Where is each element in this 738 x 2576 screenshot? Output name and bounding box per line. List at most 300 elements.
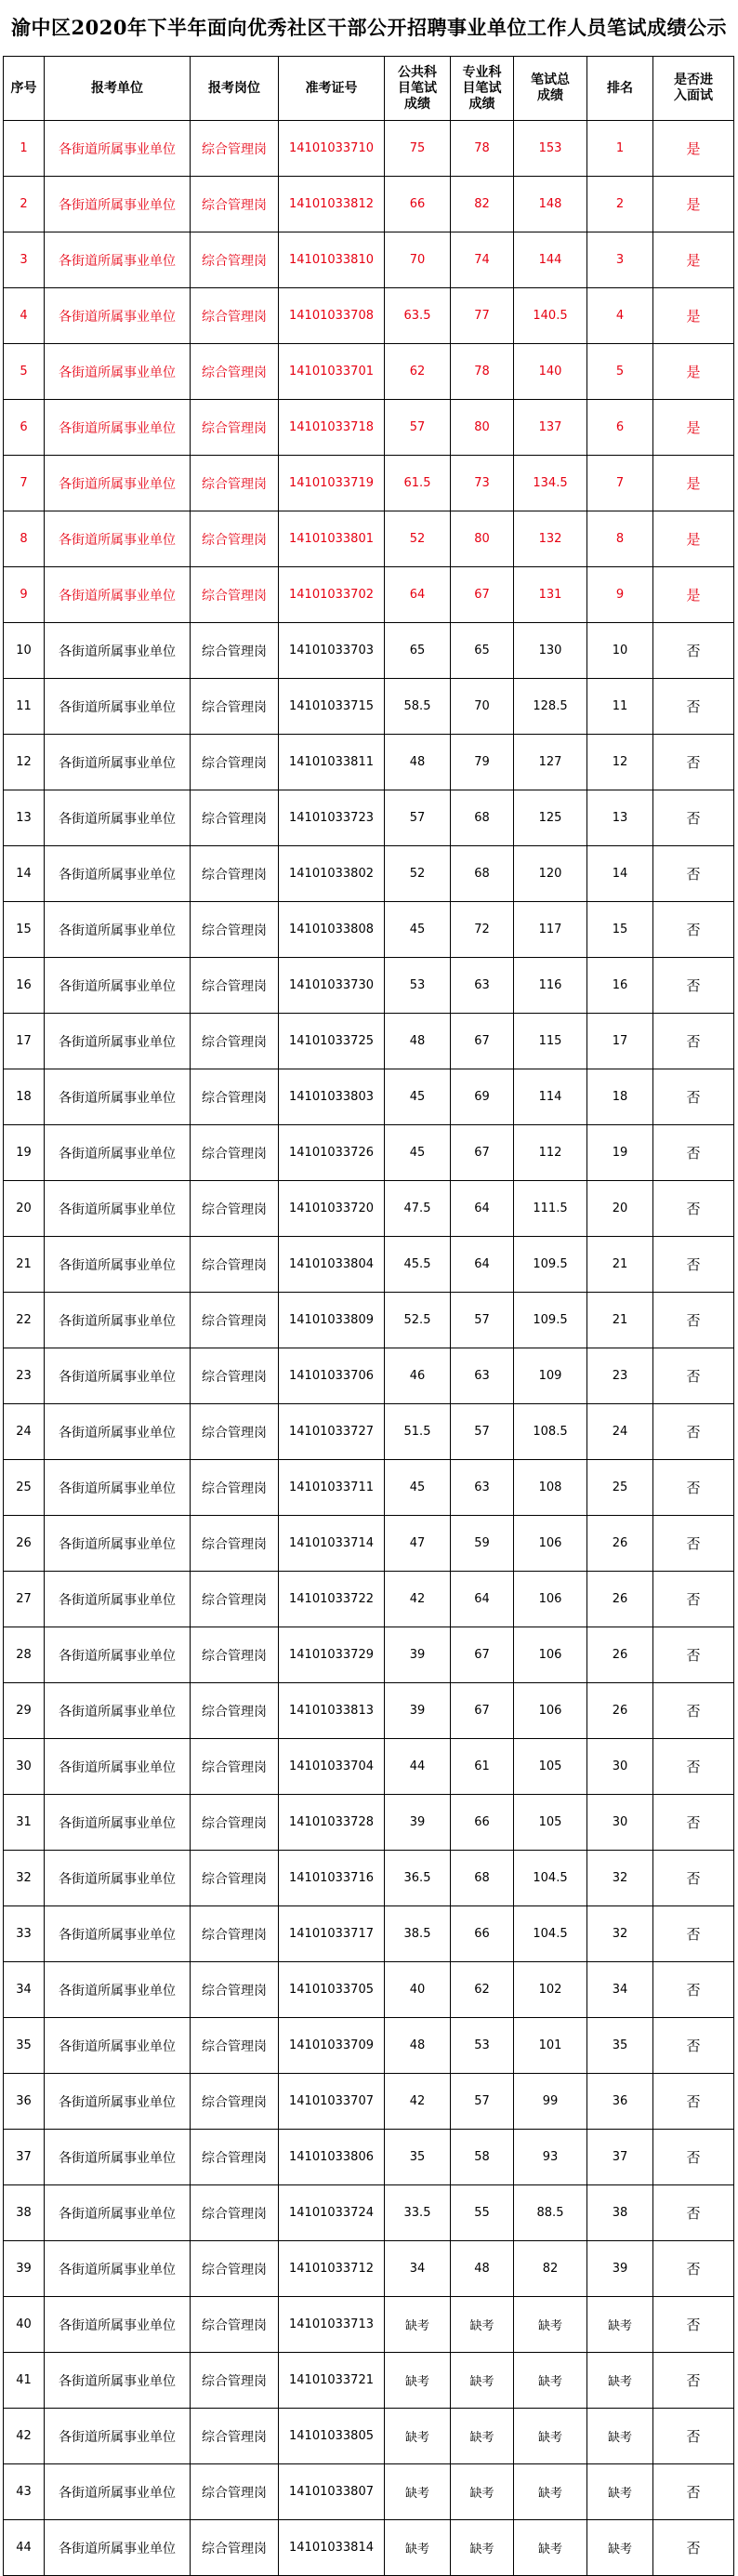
cell-unit: 各街道所属事业单位 — [45, 1795, 191, 1851]
cell-unit: 各街道所属事业单位 — [45, 1014, 191, 1069]
cell-position: 综合管理岗 — [191, 2297, 279, 2353]
cell-interview: 否 — [653, 1014, 734, 1069]
cell-total-score: 127 — [514, 735, 587, 790]
cell-interview: 否 — [653, 1348, 734, 1404]
cell-public-score: 39 — [385, 1683, 451, 1739]
cell-interview: 否 — [653, 2074, 734, 2130]
table-row — [4, 1962, 734, 2018]
cell-unit: 各街道所属事业单位 — [45, 288, 191, 344]
cell-total-score: 104.5 — [514, 1906, 587, 1962]
cell-public-score: 66 — [385, 177, 451, 232]
cell-rank: 16 — [587, 958, 653, 1014]
cell-position: 综合管理岗 — [191, 400, 279, 456]
cell-public-score: 38.5 — [385, 1906, 451, 1962]
cell-rank: 10 — [587, 623, 653, 679]
cell-rank: 26 — [587, 1516, 653, 1572]
cell-position: 综合管理岗 — [191, 1460, 279, 1516]
cell-position: 综合管理岗 — [191, 1906, 279, 1962]
cell-rank: 4 — [587, 288, 653, 344]
cell-interview: 否 — [653, 790, 734, 846]
cell-ticket: 14101033729 — [279, 1627, 385, 1683]
cell-interview: 否 — [653, 2018, 734, 2074]
cell-rank: 20 — [587, 1181, 653, 1237]
cell-total-score: 130 — [514, 623, 587, 679]
cell-ticket: 14101033723 — [279, 790, 385, 846]
cell-unit: 各街道所属事业单位 — [45, 623, 191, 679]
cell-public-score: 45 — [385, 1460, 451, 1516]
cell-ticket: 14101033804 — [279, 1237, 385, 1293]
cell-ticket: 14101033811 — [279, 735, 385, 790]
cell-public-score: 47.5 — [385, 1181, 451, 1237]
cell-seq: 38 — [4, 2185, 45, 2241]
cell-seq: 31 — [4, 1795, 45, 1851]
cell-public-score: 42 — [385, 1572, 451, 1627]
table-row — [4, 2074, 734, 2130]
cell-ticket: 14101033721 — [279, 2353, 385, 2409]
cell-seq: 32 — [4, 1851, 45, 1906]
cell-ticket: 14101033727 — [279, 1404, 385, 1460]
cell-seq: 1 — [4, 121, 45, 177]
cell-public-score: 缺考 — [385, 2353, 451, 2409]
cell-seq: 36 — [4, 2074, 45, 2130]
cell-public-score: 75 — [385, 121, 451, 177]
cell-unit: 各街道所属事业单位 — [45, 2409, 191, 2464]
cell-professional-score: 缺考 — [451, 2353, 514, 2409]
cell-unit: 各街道所属事业单位 — [45, 1572, 191, 1627]
cell-ticket: 14101033707 — [279, 2074, 385, 2130]
table-row — [4, 790, 734, 846]
cell-professional-score: 64 — [451, 1181, 514, 1237]
cell-rank: 30 — [587, 1739, 653, 1795]
cell-interview: 是 — [653, 232, 734, 288]
cell-ticket: 14101033808 — [279, 902, 385, 958]
table-row — [4, 735, 734, 790]
cell-total-score: 128.5 — [514, 679, 587, 735]
cell-professional-score: 68 — [451, 846, 514, 902]
table-row — [4, 2018, 734, 2074]
cell-rank: 38 — [587, 2185, 653, 2241]
cell-ticket: 14101033711 — [279, 1460, 385, 1516]
cell-unit: 各街道所属事业单位 — [45, 1739, 191, 1795]
cell-total-score: 148 — [514, 177, 587, 232]
table-row — [4, 511, 734, 567]
table-row — [4, 1069, 734, 1125]
cell-public-score: 65 — [385, 623, 451, 679]
cell-professional-score: 64 — [451, 1237, 514, 1293]
cell-rank: 7 — [587, 456, 653, 511]
cell-total-score: 缺考 — [514, 2520, 587, 2576]
cell-unit: 各街道所属事业单位 — [45, 735, 191, 790]
cell-unit: 各街道所属事业单位 — [45, 1293, 191, 1348]
cell-public-score: 45 — [385, 902, 451, 958]
cell-rank: 39 — [587, 2241, 653, 2297]
cell-position: 综合管理岗 — [191, 1181, 279, 1237]
cell-unit: 各街道所属事业单位 — [45, 1962, 191, 2018]
cell-ticket: 14101033712 — [279, 2241, 385, 2297]
cell-position: 综合管理岗 — [191, 567, 279, 623]
cell-professional-score: 80 — [451, 400, 514, 456]
table-body — [4, 121, 734, 2576]
cell-rank: 19 — [587, 1125, 653, 1181]
cell-ticket: 14101033703 — [279, 623, 385, 679]
cell-seq: 13 — [4, 790, 45, 846]
cell-ticket: 14101033730 — [279, 958, 385, 1014]
cell-interview: 否 — [653, 679, 734, 735]
cell-interview: 是 — [653, 511, 734, 567]
cell-interview: 否 — [653, 735, 734, 790]
cell-seq: 25 — [4, 1460, 45, 1516]
cell-interview: 否 — [653, 1906, 734, 1962]
cell-rank: 15 — [587, 902, 653, 958]
cell-total-score: 106 — [514, 1627, 587, 1683]
cell-ticket: 14101033726 — [279, 1125, 385, 1181]
cell-total-score: 114 — [514, 1069, 587, 1125]
cell-ticket: 14101033803 — [279, 1069, 385, 1125]
cell-seq: 24 — [4, 1404, 45, 1460]
cell-total-score: 140.5 — [514, 288, 587, 344]
cell-ticket: 14101033728 — [279, 1795, 385, 1851]
cell-rank: 2 — [587, 177, 653, 232]
table-row — [4, 1125, 734, 1181]
cell-seq: 11 — [4, 679, 45, 735]
cell-total-score: 105 — [514, 1739, 587, 1795]
cell-position: 综合管理岗 — [191, 511, 279, 567]
cell-public-score: 44 — [385, 1739, 451, 1795]
cell-seq: 37 — [4, 2130, 45, 2185]
cell-professional-score: 57 — [451, 2074, 514, 2130]
cell-rank: 缺考 — [587, 2297, 653, 2353]
cell-interview: 否 — [653, 1962, 734, 2018]
cell-rank: 23 — [587, 1348, 653, 1404]
cell-total-score: 缺考 — [514, 2297, 587, 2353]
header-rank: 排名 — [587, 57, 653, 121]
table-row — [4, 1181, 734, 1237]
cell-interview: 否 — [653, 1739, 734, 1795]
cell-professional-score: 67 — [451, 1683, 514, 1739]
cell-position: 综合管理岗 — [191, 1404, 279, 1460]
cell-total-score: 106 — [514, 1516, 587, 1572]
cell-unit: 各街道所属事业单位 — [45, 2074, 191, 2130]
cell-total-score: 111.5 — [514, 1181, 587, 1237]
cell-unit: 各街道所属事业单位 — [45, 511, 191, 567]
cell-interview: 否 — [653, 1627, 734, 1683]
page-title: 渝中区2020年下半年面向优秀社区干部公开招聘事业单位工作人员笔试成绩公示 — [11, 16, 727, 39]
cell-professional-score: 59 — [451, 1516, 514, 1572]
table-row — [4, 1293, 734, 1348]
cell-seq: 30 — [4, 1739, 45, 1795]
cell-public-score: 40 — [385, 1962, 451, 2018]
cell-ticket: 14101033812 — [279, 177, 385, 232]
cell-ticket: 14101033708 — [279, 288, 385, 344]
cell-position: 综合管理岗 — [191, 2018, 279, 2074]
cell-unit: 各街道所属事业单位 — [45, 2130, 191, 2185]
cell-unit: 各街道所属事业单位 — [45, 2464, 191, 2520]
table-row — [4, 456, 734, 511]
cell-seq: 5 — [4, 344, 45, 400]
cell-unit: 各街道所属事业单位 — [45, 344, 191, 400]
table-row — [4, 902, 734, 958]
cell-unit: 各街道所属事业单位 — [45, 1906, 191, 1962]
cell-rank: 26 — [587, 1572, 653, 1627]
cell-public-score: 33.5 — [385, 2185, 451, 2241]
header-total-score — [514, 57, 587, 121]
cell-total-score: 99 — [514, 2074, 587, 2130]
cell-public-score: 47 — [385, 1516, 451, 1572]
cell-seq: 41 — [4, 2353, 45, 2409]
cell-unit: 各街道所属事业单位 — [45, 1851, 191, 1906]
cell-ticket: 14101033715 — [279, 679, 385, 735]
cell-position: 综合管理岗 — [191, 2409, 279, 2464]
cell-public-score: 61.5 — [385, 456, 451, 511]
cell-interview: 否 — [653, 1683, 734, 1739]
cell-seq: 21 — [4, 1237, 45, 1293]
cell-ticket: 14101033814 — [279, 2520, 385, 2576]
cell-position: 综合管理岗 — [191, 344, 279, 400]
table-row — [4, 2464, 734, 2520]
cell-interview: 否 — [653, 1795, 734, 1851]
cell-total-score: 105 — [514, 1795, 587, 1851]
cell-professional-score: 57 — [451, 1293, 514, 1348]
cell-professional-score: 63 — [451, 1348, 514, 1404]
cell-rank: 24 — [587, 1404, 653, 1460]
cell-professional-score: 缺考 — [451, 2520, 514, 2576]
cell-seq: 34 — [4, 1962, 45, 2018]
cell-public-score: 62 — [385, 344, 451, 400]
cell-ticket: 14101033725 — [279, 1014, 385, 1069]
header-total-score-text: 笔试总成绩 — [531, 73, 570, 103]
table-row — [4, 2130, 734, 2185]
cell-interview: 否 — [653, 2185, 734, 2241]
cell-total-score: 106 — [514, 1572, 587, 1627]
table-row — [4, 1851, 734, 1906]
cell-ticket: 14101033704 — [279, 1739, 385, 1795]
cell-seq: 28 — [4, 1627, 45, 1683]
cell-professional-score: 70 — [451, 679, 514, 735]
header-professional-score-text: 专业科目笔试成绩 — [462, 64, 502, 112]
cell-total-score: 125 — [514, 790, 587, 846]
cell-seq: 7 — [4, 456, 45, 511]
cell-total-score: 132 — [514, 511, 587, 567]
cell-rank: 5 — [587, 344, 653, 400]
cell-unit: 各街道所属事业单位 — [45, 567, 191, 623]
cell-total-score: 120 — [514, 846, 587, 902]
cell-professional-score: 62 — [451, 1962, 514, 2018]
cell-rank: 30 — [587, 1795, 653, 1851]
cell-public-score: 53 — [385, 958, 451, 1014]
table-row — [4, 1237, 734, 1293]
cell-public-score: 48 — [385, 1014, 451, 1069]
table-row — [4, 1683, 734, 1739]
cell-professional-score: 67 — [451, 567, 514, 623]
cell-interview: 否 — [653, 902, 734, 958]
cell-ticket: 14101033719 — [279, 456, 385, 511]
cell-public-score: 52.5 — [385, 1293, 451, 1348]
cell-total-score: 112 — [514, 1125, 587, 1181]
cell-professional-score: 57 — [451, 1404, 514, 1460]
cell-total-score: 102 — [514, 1962, 587, 2018]
cell-unit: 各街道所属事业单位 — [45, 456, 191, 511]
cell-interview: 否 — [653, 1572, 734, 1627]
cell-unit: 各街道所属事业单位 — [45, 2018, 191, 2074]
cell-position: 综合管理岗 — [191, 735, 279, 790]
cell-seq: 23 — [4, 1348, 45, 1404]
table-row — [4, 1739, 734, 1795]
cell-rank: 32 — [587, 1906, 653, 1962]
cell-professional-score: 64 — [451, 1572, 514, 1627]
cell-interview: 否 — [653, 1404, 734, 1460]
cell-position: 综合管理岗 — [191, 232, 279, 288]
cell-seq: 6 — [4, 400, 45, 456]
cell-professional-score: 66 — [451, 1795, 514, 1851]
cell-interview: 否 — [653, 1069, 734, 1125]
cell-unit: 各街道所属事业单位 — [45, 846, 191, 902]
cell-seq: 8 — [4, 511, 45, 567]
cell-rank: 6 — [587, 400, 653, 456]
cell-total-score: 144 — [514, 232, 587, 288]
cell-ticket: 14101033801 — [279, 511, 385, 567]
cell-professional-score: 69 — [451, 1069, 514, 1125]
cell-position: 综合管理岗 — [191, 958, 279, 1014]
cell-public-score: 45 — [385, 1069, 451, 1125]
cell-unit: 各街道所属事业单位 — [45, 2520, 191, 2576]
table-row — [4, 1516, 734, 1572]
cell-public-score: 39 — [385, 1795, 451, 1851]
cell-position: 综合管理岗 — [191, 2353, 279, 2409]
cell-total-score: 134.5 — [514, 456, 587, 511]
cell-public-score: 36.5 — [385, 1851, 451, 1906]
table-row — [4, 121, 734, 177]
cell-interview: 否 — [653, 2241, 734, 2297]
cell-unit: 各街道所属事业单位 — [45, 400, 191, 456]
cell-total-score: 137 — [514, 400, 587, 456]
cell-ticket: 14101033809 — [279, 1293, 385, 1348]
cell-interview: 否 — [653, 2409, 734, 2464]
cell-rank: 36 — [587, 2074, 653, 2130]
cell-ticket: 14101033701 — [279, 344, 385, 400]
cell-seq: 12 — [4, 735, 45, 790]
cell-interview: 否 — [653, 1460, 734, 1516]
cell-interview: 否 — [653, 1516, 734, 1572]
cell-interview: 是 — [653, 344, 734, 400]
cell-ticket: 14101033713 — [279, 2297, 385, 2353]
cell-rank: 13 — [587, 790, 653, 846]
cell-total-score: 108 — [514, 1460, 587, 1516]
cell-rank: 26 — [587, 1683, 653, 1739]
cell-ticket: 14101033706 — [279, 1348, 385, 1404]
cell-unit: 各街道所属事业单位 — [45, 2185, 191, 2241]
cell-rank: 18 — [587, 1069, 653, 1125]
cell-rank: 14 — [587, 846, 653, 902]
cell-ticket: 14101033810 — [279, 232, 385, 288]
cell-public-score: 缺考 — [385, 2409, 451, 2464]
cell-ticket: 14101033805 — [279, 2409, 385, 2464]
cell-total-score: 88.5 — [514, 2185, 587, 2241]
cell-interview: 是 — [653, 121, 734, 177]
cell-total-score: 缺考 — [514, 2353, 587, 2409]
cell-position: 综合管理岗 — [191, 1293, 279, 1348]
table-row — [4, 846, 734, 902]
cell-ticket: 14101033720 — [279, 1181, 385, 1237]
cell-unit: 各街道所属事业单位 — [45, 2241, 191, 2297]
cell-position: 综合管理岗 — [191, 288, 279, 344]
cell-interview: 是 — [653, 400, 734, 456]
cell-seq: 33 — [4, 1906, 45, 1962]
table-row — [4, 2297, 734, 2353]
cell-unit: 各街道所属事业单位 — [45, 1237, 191, 1293]
cell-seq: 9 — [4, 567, 45, 623]
cell-unit: 各街道所属事业单位 — [45, 177, 191, 232]
table-header-row — [4, 57, 734, 121]
cell-interview: 否 — [653, 2130, 734, 2185]
cell-public-score: 51.5 — [385, 1404, 451, 1460]
cell-unit: 各街道所属事业单位 — [45, 1627, 191, 1683]
cell-unit: 各街道所属事业单位 — [45, 679, 191, 735]
cell-interview: 否 — [653, 1125, 734, 1181]
cell-interview: 是 — [653, 456, 734, 511]
cell-rank: 34 — [587, 1962, 653, 2018]
table-row — [4, 1906, 734, 1962]
cell-interview: 否 — [653, 958, 734, 1014]
cell-professional-score: 67 — [451, 1627, 514, 1683]
cell-public-score: 58.5 — [385, 679, 451, 735]
cell-rank: 缺考 — [587, 2409, 653, 2464]
cell-professional-score: 78 — [451, 121, 514, 177]
cell-unit: 各街道所属事业单位 — [45, 1404, 191, 1460]
cell-total-score: 109.5 — [514, 1237, 587, 1293]
cell-total-score: 104.5 — [514, 1851, 587, 1906]
cell-rank: 11 — [587, 679, 653, 735]
cell-seq: 10 — [4, 623, 45, 679]
cell-position: 综合管理岗 — [191, 2464, 279, 2520]
table-row — [4, 232, 734, 288]
cell-seq: 19 — [4, 1125, 45, 1181]
cell-total-score: 109.5 — [514, 1293, 587, 1348]
cell-position: 综合管理岗 — [191, 1795, 279, 1851]
cell-professional-score: 73 — [451, 456, 514, 511]
cell-total-score: 109 — [514, 1348, 587, 1404]
cell-rank: 8 — [587, 511, 653, 567]
cell-position: 综合管理岗 — [191, 1683, 279, 1739]
header-interview-text: 是否进入面试 — [674, 73, 713, 103]
cell-seq: 20 — [4, 1181, 45, 1237]
cell-position: 综合管理岗 — [191, 1516, 279, 1572]
cell-unit: 各街道所属事业单位 — [45, 1348, 191, 1404]
cell-position: 综合管理岗 — [191, 2130, 279, 2185]
cell-interview: 是 — [653, 288, 734, 344]
cell-position: 综合管理岗 — [191, 2185, 279, 2241]
table-row — [4, 1014, 734, 1069]
table-row — [4, 567, 734, 623]
cell-position: 综合管理岗 — [191, 1014, 279, 1069]
cell-professional-score: 63 — [451, 958, 514, 1014]
cell-unit: 各街道所属事业单位 — [45, 1460, 191, 1516]
cell-total-score: 108.5 — [514, 1404, 587, 1460]
cell-unit: 各街道所属事业单位 — [45, 121, 191, 177]
cell-professional-score: 55 — [451, 2185, 514, 2241]
cell-professional-score: 72 — [451, 902, 514, 958]
cell-public-score: 45.5 — [385, 1237, 451, 1293]
cell-total-score: 106 — [514, 1683, 587, 1739]
table-row — [4, 1627, 734, 1683]
cell-seq: 42 — [4, 2409, 45, 2464]
cell-public-score: 48 — [385, 735, 451, 790]
cell-position: 综合管理岗 — [191, 1572, 279, 1627]
cell-interview: 否 — [653, 846, 734, 902]
cell-public-score: 48 — [385, 2018, 451, 2074]
cell-rank: 35 — [587, 2018, 653, 2074]
cell-public-score: 70 — [385, 232, 451, 288]
cell-position: 综合管理岗 — [191, 2520, 279, 2576]
